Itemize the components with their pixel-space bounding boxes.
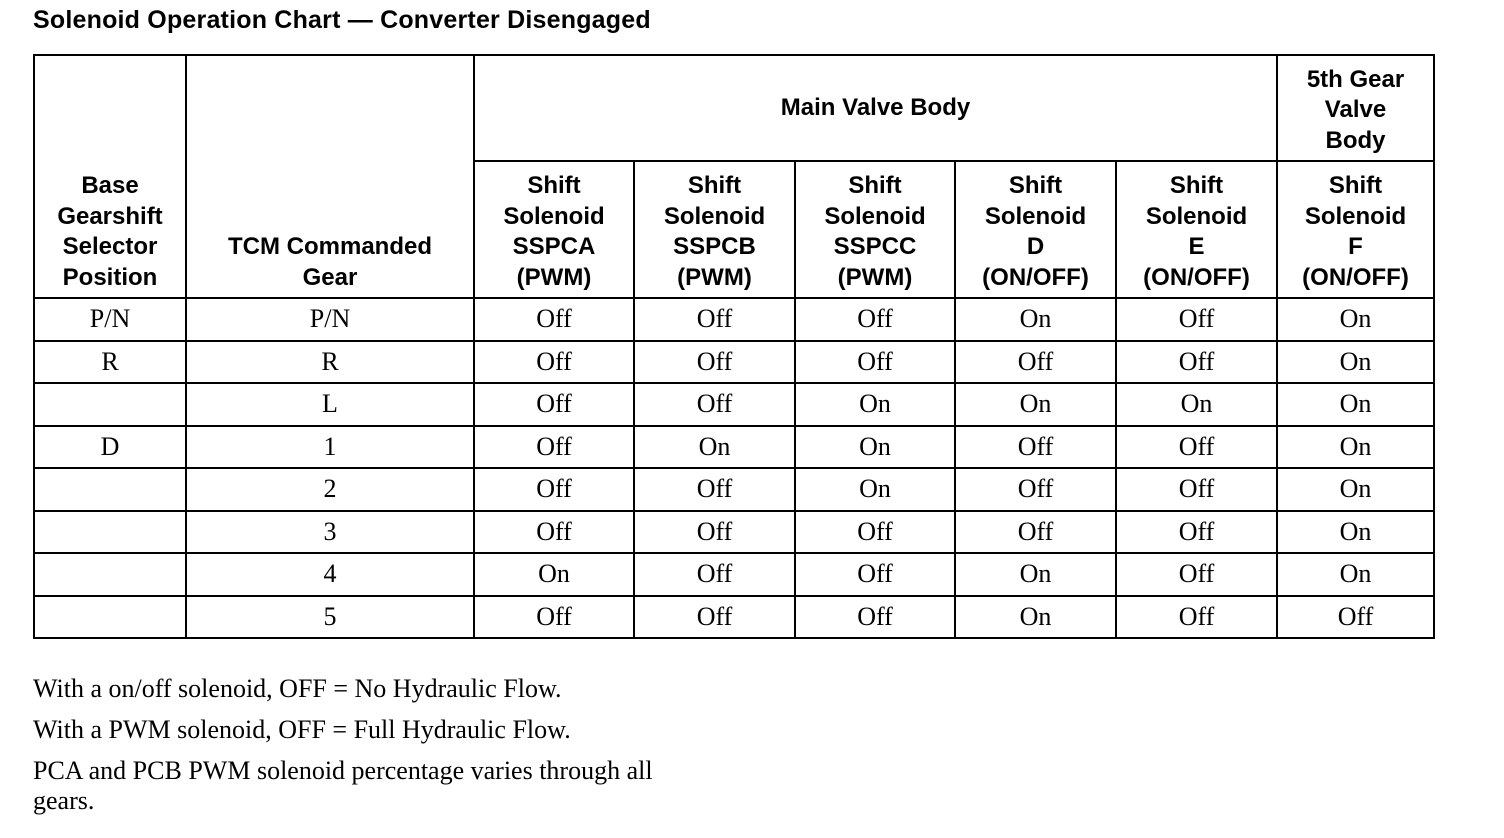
selector-position-cell	[34, 468, 186, 511]
header-solenoid-e: Shift Solenoid E (ON/OFF)	[1116, 161, 1277, 298]
header-main-valve-body: Main Valve Body	[474, 55, 1277, 161]
solenoid-state-cell: Off	[795, 596, 955, 639]
solenoid-state-cell: Off	[1116, 298, 1277, 341]
header-solenoid-sspcc: Shift Solenoid SSPCC (PWM)	[795, 161, 955, 298]
solenoid-state-cell: Off	[955, 468, 1116, 511]
footnote-percentage: PCA and PCB PWM solenoid percentage varies through all gears.	[33, 756, 653, 815]
solenoid-state-cell: Off	[1116, 468, 1277, 511]
solenoid-state-cell: Off	[955, 426, 1116, 469]
solenoid-state-cell: Off	[634, 511, 795, 554]
header-fifth-gear-valve-body: 5th Gear Valve Body	[1277, 55, 1434, 161]
header-base-gearshift: Base Gearshift Selector Position	[34, 55, 186, 298]
commanded-gear-cell: 1	[186, 426, 474, 469]
solenoid-state-cell: Off	[634, 383, 795, 426]
solenoid-state-cell: On	[1277, 468, 1434, 511]
solenoid-state-cell: Off	[1116, 426, 1277, 469]
solenoid-state-cell: Off	[955, 511, 1116, 554]
solenoid-state-cell: On	[1277, 383, 1434, 426]
table-row	[34, 341, 1434, 384]
solenoid-state-cell: Off	[795, 298, 955, 341]
solenoid-state-cell: Off	[474, 511, 634, 554]
header-solenoid-sspcb: Shift Solenoid SSPCB (PWM)	[634, 161, 795, 298]
table-row	[34, 426, 1434, 469]
table-row	[34, 511, 1434, 554]
solenoid-state-cell: Off	[474, 298, 634, 341]
footnotes	[33, 674, 713, 827]
header-solenoid-f: Shift Solenoid F (ON/OFF)	[1277, 161, 1434, 298]
solenoid-state-cell: On	[474, 553, 634, 596]
commanded-gear-cell: 4	[186, 553, 474, 596]
commanded-gear-cell: L	[186, 383, 474, 426]
solenoid-state-cell: Off	[634, 553, 795, 596]
header-solenoid-sspca: Shift Solenoid SSPCA (PWM)	[474, 161, 634, 298]
solenoid-state-cell: Off	[955, 341, 1116, 384]
solenoid-state-cell: Off	[795, 511, 955, 554]
solenoid-state-cell: On	[1277, 341, 1434, 384]
solenoid-state-cell: On	[1277, 298, 1434, 341]
solenoid-state-cell: On	[1116, 383, 1277, 426]
selector-position-cell: R	[34, 341, 186, 384]
solenoid-state-cell: On	[955, 383, 1116, 426]
selector-position-cell	[34, 511, 186, 554]
solenoid-state-cell: On	[634, 426, 795, 469]
table-row	[34, 383, 1434, 426]
selector-position-cell	[34, 553, 186, 596]
solenoid-state-cell: Off	[795, 341, 955, 384]
solenoid-state-cell: On	[795, 383, 955, 426]
solenoid-state-cell: Off	[474, 383, 634, 426]
solenoid-state-cell: Off	[634, 468, 795, 511]
commanded-gear-cell: 5	[186, 596, 474, 639]
footnote-pwm: With a PWM solenoid, OFF = Full Hydraulic Flow.	[33, 715, 571, 744]
table-row	[34, 298, 1434, 341]
solenoid-state-cell: Off	[1277, 596, 1434, 639]
commanded-gear-cell: R	[186, 341, 474, 384]
commanded-gear-cell: P/N	[186, 298, 474, 341]
solenoid-state-cell: On	[795, 468, 955, 511]
solenoid-state-cell: On	[1277, 511, 1434, 554]
selector-position-cell	[34, 596, 186, 639]
commanded-gear-cell: 2	[186, 468, 474, 511]
solenoid-state-cell: Off	[474, 426, 634, 469]
solenoid-state-cell: Off	[634, 298, 795, 341]
table-row	[34, 596, 1434, 639]
table-row	[34, 468, 1434, 511]
solenoid-state-cell: On	[955, 298, 1116, 341]
footnote-onoff: With a on/off solenoid, OFF = No Hydraulic Flow.	[33, 674, 562, 703]
header-solenoid-d: Shift Solenoid D (ON/OFF)	[955, 161, 1116, 298]
solenoid-state-cell: On	[955, 553, 1116, 596]
solenoid-state-cell: Off	[474, 596, 634, 639]
selector-position-cell: P/N	[34, 298, 186, 341]
selector-position-cell: D	[34, 426, 186, 469]
header-tcm-commanded-gear: TCM Commanded Gear	[186, 55, 474, 298]
selector-position-cell	[34, 383, 186, 426]
solenoid-state-cell: Off	[1116, 553, 1277, 596]
solenoid-state-cell: Off	[474, 341, 634, 384]
page-title: Solenoid Operation Chart — Converter Disengaged	[33, 6, 651, 34]
solenoid-state-cell: On	[1277, 426, 1434, 469]
table-row	[34, 553, 1434, 596]
solenoid-state-cell: Off	[1116, 341, 1277, 384]
solenoid-state-cell: Off	[1116, 511, 1277, 554]
solenoid-state-cell: Off	[795, 553, 955, 596]
solenoid-state-cell: On	[955, 596, 1116, 639]
solenoid-state-cell: Off	[1116, 596, 1277, 639]
commanded-gear-cell: 3	[186, 511, 474, 554]
solenoid-state-cell: On	[795, 426, 955, 469]
solenoid-state-cell: Off	[634, 341, 795, 384]
solenoid-state-cell: On	[1277, 553, 1434, 596]
solenoid-state-cell: Off	[634, 596, 795, 639]
solenoid-state-cell: Off	[474, 468, 634, 511]
solenoid-operation-table	[33, 54, 1435, 639]
